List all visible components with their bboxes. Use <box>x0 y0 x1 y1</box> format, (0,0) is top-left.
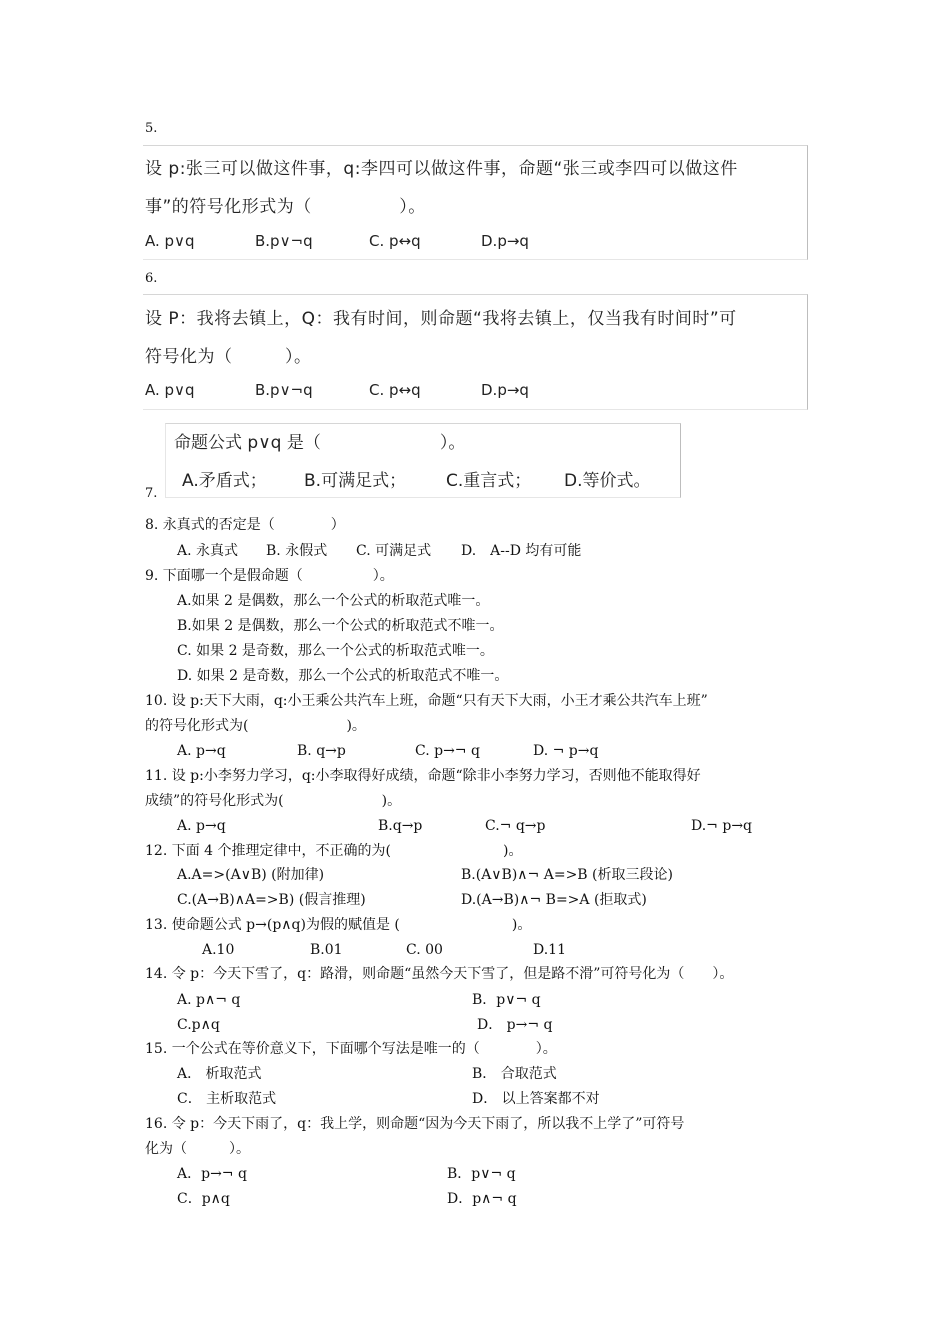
question-10-option-c: C. p→¬ q <box>415 743 480 759</box>
question-6-stem-line1: 设 P：我将去镇上，Q：我有时间，则命题“我将去镇上，仅当我有时间时”可 <box>145 309 737 329</box>
question-13-option-b: B.01 <box>310 942 343 958</box>
question-15-option-c: C． 主析取范式 <box>177 1091 277 1107</box>
question-6-option-b: B.p∨¬q <box>255 381 313 399</box>
question-7-option-c: C.重言式； <box>446 471 532 491</box>
question-11-option-d: D.¬ p→q <box>691 818 753 834</box>
question-6-option-d: D.p→q <box>481 381 529 399</box>
question-14-option-b: B．p∨¬ q <box>472 992 541 1008</box>
question-6-scan <box>143 294 808 410</box>
question-12-option-b: B.(A∨B)∧¬ A=>B (析取三段论) <box>461 867 673 883</box>
question-7-stem: 命题公式 p∨q 是（ ）。 <box>174 433 466 453</box>
question-5-option-a: A. p∨q <box>145 232 195 250</box>
question-14-option-d: D． p→¬ q <box>477 1017 553 1033</box>
question-6-option-c: C. p↔q <box>369 381 421 399</box>
question-11-option-b: B.q→p <box>378 818 423 834</box>
question-11-option-c: C.¬ q→p <box>485 818 546 834</box>
question-11-stem-line1: 11. 设 p:小李努力学习，q:小李取得好成绩，命题“除非小李努力学习，否则他不能取得好 <box>145 768 701 784</box>
question-10-option-b: B. q→p <box>297 743 346 759</box>
question-5-stem-line1: 设 p:张三可以做这件事，q:李四可以做这件事，命题“张三或李四可以做这件 <box>145 159 738 179</box>
question-9-option-c: C. 如果 2 是奇数，那么一个公式的析取范式唯一。 <box>177 643 494 659</box>
question-7-scan <box>165 423 681 498</box>
question-13-option-d: D.11 <box>533 942 566 958</box>
question-15-stem: 15. 一个公式在等价意义下，下面哪个写法是唯一的（ ）。 <box>145 1041 557 1057</box>
question-10-stem-line1: 10. 设 p:天下大雨，q:小王乘公共汽车上班，命题“只有天下大雨，小王才乘公共汽车上班” <box>145 693 708 709</box>
question-14-stem: 14. 令 p：今天下雪了，q：路滑，则命题“虽然今天下雪了，但是路不滑”可符号化为（ ）。 <box>145 966 734 982</box>
question-5-option-c: C. p↔q <box>369 232 421 250</box>
question-9-option-b: B.如果 2 是偶数，那么一个公式的析取范式不唯一。 <box>177 618 504 634</box>
question-16-option-c: C．p∧q <box>177 1191 230 1207</box>
question-13-stem: 13. 使命题公式 p→(p∧q)为假的赋值是 ( )。 <box>145 917 532 933</box>
question-10-option-a: A. p→q <box>177 743 226 759</box>
question-number-6: 6. <box>145 271 158 286</box>
question-6-stem-line2: 符号化为（ ）。 <box>145 347 312 367</box>
question-11-stem-line2: 成绩”的符号化形式为( )。 <box>145 793 402 809</box>
question-12-option-d: D.(A→B)∧¬ B=>A (拒取式) <box>461 892 647 908</box>
question-5-scan <box>143 145 808 260</box>
question-8-option-b: B. 永假式 <box>266 543 328 559</box>
question-5-option-b: B.p∨¬q <box>255 232 313 250</box>
question-13-option-a: A.10 <box>202 942 235 958</box>
question-10-option-d: D. ¬ p→q <box>533 743 599 759</box>
question-9-option-d: D. 如果 2 是奇数，那么一个公式的析取范式不唯一。 <box>177 668 509 684</box>
question-11-option-a: A. p→q <box>177 818 226 834</box>
question-6-option-a: A. p∨q <box>145 381 195 399</box>
question-16-option-a: A．p→¬ q <box>177 1166 247 1182</box>
question-8-option-c: C. 可满足式 <box>356 543 432 559</box>
question-9-option-a: A.如果 2 是偶数，那么一个公式的析取范式唯一。 <box>177 593 490 609</box>
question-14-option-a: A. p∧¬ q <box>177 992 241 1008</box>
question-13-option-c: C. 00 <box>406 942 443 958</box>
question-16-option-b: B．p∨¬ q <box>447 1166 516 1182</box>
question-7-option-b: B.可满足式； <box>304 471 407 491</box>
question-number-5: 5. <box>145 121 158 136</box>
question-16-stem-line1: 16. 令 p：今天下雨了，q：我上学，则命题“因为今天下雨了，所以我不上学了”可符号 <box>145 1116 685 1132</box>
question-5-stem-line2: 事”的符号化形式为（ ）。 <box>145 197 426 217</box>
question-7-option-d: D.等价式。 <box>564 471 651 491</box>
question-15-option-a: A． 析取范式 <box>177 1066 262 1082</box>
question-5-option-d: D.p→q <box>481 232 529 250</box>
question-15-option-d: D． 以上答案都不对 <box>472 1091 600 1107</box>
question-16-stem-line2: 化为（ ）。 <box>145 1141 250 1157</box>
question-number-7: 7. <box>145 486 158 501</box>
question-8-stem: 8. 永真式的否定是（ ） <box>145 517 345 533</box>
question-12-option-c: C.(A→B)∧A=>B) (假言推理) <box>177 892 366 908</box>
question-12-option-a: A.A=>(A∨B) (附加律) <box>177 867 325 883</box>
question-14-option-c: C.p∧q <box>177 1017 220 1033</box>
question-12-stem: 12. 下面 4 个推理定律中，不正确的为( )。 <box>145 843 523 859</box>
question-10-stem-line2: 的符号化形式为( )。 <box>145 718 366 734</box>
question-7-option-a: A.矛盾式； <box>182 471 267 491</box>
question-9-stem: 9. 下面哪一个是假命题（ ）。 <box>145 568 394 584</box>
question-16-option-d: D．p∧¬ q <box>447 1191 517 1207</box>
question-8-option-a: A. 永真式 <box>177 543 239 559</box>
question-15-option-b: B． 合取范式 <box>472 1066 557 1082</box>
question-8-option-d: D. A--D 均有可能 <box>461 543 582 559</box>
